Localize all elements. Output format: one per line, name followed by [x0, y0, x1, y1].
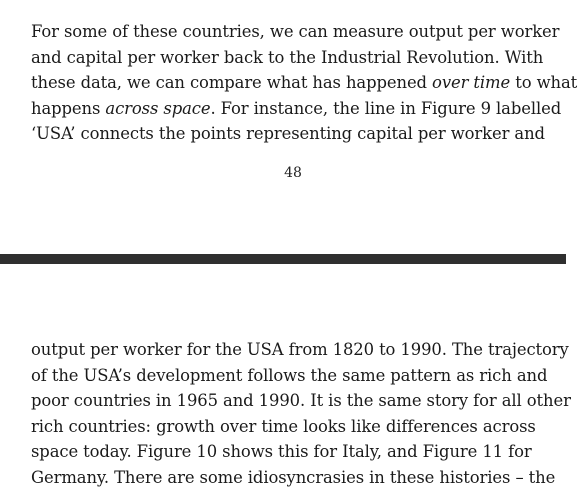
- text-line: rich countries: growth over time looks like differences across: [31, 416, 536, 436]
- text-line: of the USA’s development follows the same pattern as rich and: [31, 365, 548, 385]
- paragraph-top: [31, 19, 578, 147]
- text-line: these data, we can compare what has happened over time to what: [31, 73, 578, 93]
- text-line: poor countries in 1965 and 1990. It is the same story for all other: [31, 391, 571, 411]
- emphasis-over-time: over time: [432, 73, 511, 93]
- text-line: and capital per worker back to the Industrial Revolution. With: [31, 47, 544, 67]
- text-line: happens across space. For instance, the line in Figure 9 labelled: [31, 98, 562, 118]
- text-line: ‘USA’ connects the points representing capital per worker and: [31, 124, 545, 144]
- text-line: output per worker for the USA from 1820 to 1990. The trajectory: [31, 340, 569, 359]
- page-number: 48: [284, 165, 302, 181]
- page-divider: [0, 254, 566, 264]
- text-line: For some of these countries, we can measure output per worker: [31, 22, 560, 41]
- text-line: Germany. There are some idiosyncrasies in these histories – the: [31, 467, 556, 487]
- page-49: [0, 264, 571, 492]
- paragraph-bottom: [31, 337, 571, 491]
- emphasis-across-space: across space: [105, 98, 211, 118]
- text-line: space today. Figure 10 shows this for Italy, and Figure 11 for: [31, 442, 532, 462]
